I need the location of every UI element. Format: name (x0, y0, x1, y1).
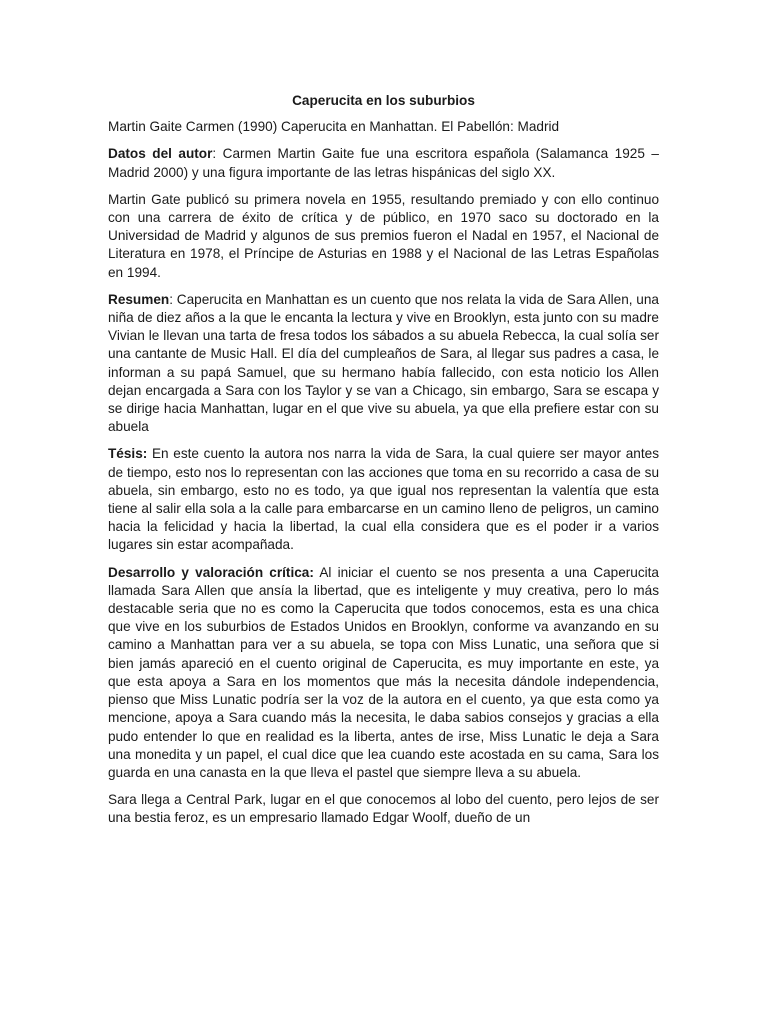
paragraph-datos-del-autor (108, 145, 659, 181)
paragraph-tesis (108, 445, 659, 554)
label-separator: : (169, 291, 177, 307)
paragraph-publicaciones (108, 191, 659, 282)
bibliographic-reference: Martin Gaite Carmen (1990) Caperucita en Manhattan. El Pabellón: Madrid (108, 119, 560, 135)
label-separator: : (212, 146, 223, 162)
paragraph-text: Al iniciar el cuento se nos presenta a una Caperucita llamada Sara Allen que ansía la libertad, que es inteligente y muy creativa, pero lo más destacable seria que no es como la Caperucita que todos conocemos, esta es una chica que vive en los suburbios de Estados Unidos en Brooklyn, conforme va avanzando en su camino a Manhattan para ver a su abuela, se topa con Miss Lunatic, una señora que si bien jamás apareció en el cuento original de Caperucita, es muy importante en este, ya que esta apoya a Sara en los momentos que más la necesita dándole independencia, pienso que Miss Lunatic podría ser la voz de la autora en el cuento, ya que esta como ya mencione, apoya a Sara cuando más la necesita, le daba sabios consejos y gracias a ella pudo entender lo que en realidad es la liberta, antes de irse, Miss Lunatic le deja a Sara una monedita y un papel, el cual dice que lea cuando este acostada en su cama, Sara los guarda en una canasta en la que lleva el pastel que siempre lleva a su abuela. (108, 564, 659, 780)
paragraph-text: Caperucita en Manhattan es un cuento que nos relata la vida de Sara Allen, una niña de diez años a la que le encanta la lectura y vive en Brooklyn, esta junto con su madre Vivian le llevan una tarta de fresa todos los sábados a su abuela Rebecca, la cual solía ser una cantante de Music Hall. El día del cumpleaños de Sara, al llegar sus padres a casa, le informan a su papá Samuel, que su hermano había fallecido, con esta noticio los Allen dejan encargada a Sara con los Taylor y se van a Chicago, sin embargo, Sara se escapa y se dirige hacia Manhattan, lugar en el que vive su abuela, ya que ella prefiere estar con su abuela (108, 291, 659, 435)
paragraph-text: Sara llega a Central Park, lugar en el que conocemos al lobo del cuento, pero lejos de ser una bestia feroz, es un empresario llamado Edgar Woolf, dueño de un (108, 792, 659, 826)
paragraph-text: En este cuento la autora nos narra la vida de Sara, la cual quiere ser mayor antes de tiempo, esto nos lo representan con las acciones que toma en su recorrido a casa de su abuela, sin embargo, esto no es todo, ya que igual nos representan la valentía que esta tiene al salir ella sola a la calle para embarcarse en un camino lleno de peligros, un camino hacia la felicidad y hacia la libertad, la cual ella considera que es el poder ir a varios lugares sin estar acompañada. (108, 446, 660, 553)
paragraph-central-park (108, 791, 659, 827)
section-label: Desarrollo y valoración crítica: (108, 564, 314, 580)
section-label: Datos del autor (108, 146, 213, 162)
section-label: Resumen (108, 291, 170, 307)
document-page (108, 92, 659, 837)
paragraph-text: Martin Gate publicó su primera novela en 1955, resultando premiado y con ello continuo con una carrera de éxito de crítica y de público, en 1970 saco su doctorado en la Universidad de Madrid y algunos de sus premios fueron el Nadal en 1957, el Nacional de Literatura en 1978, el Príncipe de Asturias en 1988 y el Nacional de las Letras Españolas en 1994. (108, 191, 659, 280)
section-label: Tésis: (108, 446, 148, 462)
paragraph-desarrollo (108, 564, 659, 782)
document-title: Caperucita en los suburbios (292, 93, 475, 108)
paragraph-resumen (108, 291, 659, 437)
paragraph-text: Carmen Martin Gaite fue una escritora española (Salamanca 1925 – Madrid 2000) y una figura importante de las letras hispánicas del siglo XX. (108, 146, 659, 180)
